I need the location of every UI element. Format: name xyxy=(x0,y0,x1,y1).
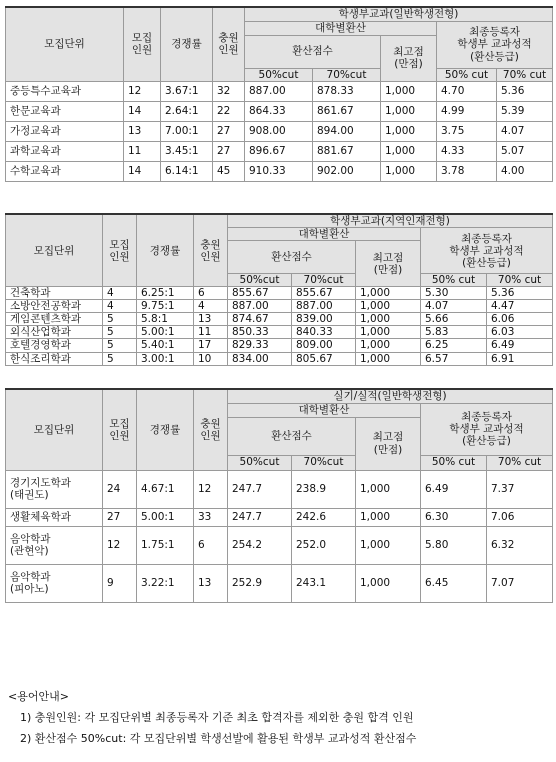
cell-score-50: 254.2 xyxy=(228,526,292,564)
col-filled-label: 충원 인원 xyxy=(218,32,239,57)
table-row xyxy=(6,313,553,326)
max-score-label: 최고점 (만점) xyxy=(393,45,424,71)
cell-score-70: 840.33 xyxy=(292,326,356,339)
cut50: 50%cut xyxy=(245,68,313,81)
cell-max: 1,000 xyxy=(356,564,421,602)
conv-group: 대학별환산 xyxy=(228,403,421,417)
cell-max: 1,000 xyxy=(381,101,437,121)
section-title: 실기/실적(일반학생전형) xyxy=(228,389,553,403)
col-quota-label: 모집 인원 xyxy=(109,238,130,263)
final-group-label: 최종등록자 학생부 교과성적 (환산등급) xyxy=(449,232,524,269)
cell-score-70: 902.00 xyxy=(313,161,381,181)
cell-filled: 13 xyxy=(194,313,228,326)
cell-competition: 5.00:1 xyxy=(137,326,194,339)
cell-grade-50: 5.30 xyxy=(421,287,487,300)
cell-unit: 과학교육과 xyxy=(6,141,124,161)
grade70: 70% cut xyxy=(487,455,553,470)
cell-score-50: 850.33 xyxy=(228,326,292,339)
table-1-header xyxy=(6,7,553,81)
cell-grade-50: 4.70 xyxy=(437,81,497,101)
cell-score-50: 896.67 xyxy=(245,141,313,161)
cell-unit: 생활체육학과 xyxy=(6,508,103,526)
cell-score-50: 252.9 xyxy=(228,564,292,602)
cell-unit: 건축학과 xyxy=(6,287,103,300)
cell-quota: 5 xyxy=(103,339,137,352)
cell-grade-70: 6.03 xyxy=(487,326,553,339)
table-2-body xyxy=(6,287,553,365)
cell-grade-50: 5.80 xyxy=(421,526,487,564)
cell-score-70: 839.00 xyxy=(292,313,356,326)
cell-max: 1,000 xyxy=(356,470,421,508)
cell-filled: 10 xyxy=(194,352,228,365)
cell-competition: 9.75:1 xyxy=(137,300,194,313)
section-title: 학생부교과(일반학생전형) xyxy=(245,7,553,21)
cut70: 70%cut xyxy=(292,455,356,470)
cell-competition: 3.00:1 xyxy=(137,352,194,365)
max-score xyxy=(356,241,421,287)
table-row xyxy=(6,508,553,526)
col-filled-label: 충원 인원 xyxy=(200,238,221,263)
cell-unit: 게임콘텐츠학과 xyxy=(6,313,103,326)
cell-grade-50: 4.33 xyxy=(437,141,497,161)
cut50: 50%cut xyxy=(228,274,292,287)
col-quota xyxy=(124,7,161,81)
col-competition: 경쟁률 xyxy=(161,7,213,81)
cut50: 50%cut xyxy=(228,455,292,470)
cell-filled: 22 xyxy=(213,101,245,121)
cell-competition: 5.00:1 xyxy=(137,508,194,526)
cell-filled: 33 xyxy=(194,508,228,526)
grade70: 70% cut xyxy=(497,68,553,81)
cell-score-50: 887.00 xyxy=(228,300,292,313)
conv-score: 환산점수 xyxy=(228,241,356,274)
cell-quota: 5 xyxy=(103,352,137,365)
cell-quota: 9 xyxy=(103,564,137,602)
cell-max: 1,000 xyxy=(381,121,437,141)
cell-grade-70: 6.32 xyxy=(487,526,553,564)
note-item: 1) 충원인원: 각 모집단위별 최종등록자 기준 최초 합격자를 제외한 충원 합격 인원 xyxy=(20,711,414,724)
cell-competition: 6.14:1 xyxy=(161,161,213,181)
cell-max: 1,000 xyxy=(381,81,437,101)
final-group xyxy=(421,403,553,455)
cell-max: 1,000 xyxy=(381,161,437,181)
table-row xyxy=(6,141,553,161)
cell-grade-50: 5.83 xyxy=(421,326,487,339)
cell-score-50: 247.7 xyxy=(228,470,292,508)
cell-max: 1,000 xyxy=(356,287,421,300)
cell-competition: 3.45:1 xyxy=(161,141,213,161)
cell-grade-70: 5.36 xyxy=(487,287,553,300)
cell-score-70: 252.0 xyxy=(292,526,356,564)
cell-filled: 6 xyxy=(194,287,228,300)
cell-max: 1,000 xyxy=(381,141,437,161)
cell-quota: 5 xyxy=(103,313,137,326)
cell-grade-70: 6.06 xyxy=(487,313,553,326)
terminology-notes xyxy=(8,686,416,749)
cell-filled: 45 xyxy=(213,161,245,181)
col-filled xyxy=(194,389,228,470)
col-quota-label: 모집 인원 xyxy=(131,32,153,57)
cut70: 70%cut xyxy=(313,68,381,81)
cell-unit: 음악학과 (피아노) xyxy=(6,564,103,602)
cell-grade-70: 7.37 xyxy=(487,470,553,508)
cell-grade-50: 6.30 xyxy=(421,508,487,526)
max-score xyxy=(356,417,421,470)
cell-score-50: 829.33 xyxy=(228,339,292,352)
cell-competition: 7.00:1 xyxy=(161,121,213,141)
cell-grade-50: 3.78 xyxy=(437,161,497,181)
cell-score-70: 894.00 xyxy=(313,121,381,141)
cell-filled: 17 xyxy=(194,339,228,352)
table-row xyxy=(6,352,553,365)
cell-max: 1,000 xyxy=(356,508,421,526)
table-row xyxy=(6,526,553,564)
cell-score-50: 247.7 xyxy=(228,508,292,526)
cell-competition: 6.25:1 xyxy=(137,287,194,300)
col-quota-label: 모집 인원 xyxy=(109,417,130,442)
cell-unit: 수학교육과 xyxy=(6,161,124,181)
final-group xyxy=(421,228,553,274)
cell-score-50: 887.00 xyxy=(245,81,313,101)
cell-grade-50: 6.57 xyxy=(421,352,487,365)
table-3-body xyxy=(6,470,553,602)
cell-grade-70: 6.91 xyxy=(487,352,553,365)
cell-filled: 27 xyxy=(213,141,245,161)
conv-group: 대학별환산 xyxy=(245,21,437,35)
table-row xyxy=(6,564,553,602)
table-row xyxy=(6,287,553,300)
cell-quota: 4 xyxy=(103,300,137,313)
cell-unit: 가정교육과 xyxy=(6,121,124,141)
cell-max: 1,000 xyxy=(356,526,421,564)
cell-grade-70: 4.00 xyxy=(497,161,553,181)
table-row xyxy=(6,339,553,352)
cell-score-50: 834.00 xyxy=(228,352,292,365)
cell-competition: 2.64:1 xyxy=(161,101,213,121)
cell-grade-70: 7.06 xyxy=(487,508,553,526)
cell-quota: 27 xyxy=(103,508,137,526)
cell-competition: 1.75:1 xyxy=(137,526,194,564)
cell-filled: 11 xyxy=(194,326,228,339)
cell-score-70: 878.33 xyxy=(313,81,381,101)
cell-grade-50: 4.07 xyxy=(421,300,487,313)
col-unit: 모집단위 xyxy=(6,7,124,81)
cell-filled: 32 xyxy=(213,81,245,101)
cell-quota: 12 xyxy=(124,81,161,101)
cell-quota: 24 xyxy=(103,470,137,508)
table-row xyxy=(6,300,553,313)
max-score-label: 최고점 (만점) xyxy=(372,431,404,456)
max-score xyxy=(381,35,437,81)
cell-score-50: 910.33 xyxy=(245,161,313,181)
cell-grade-50: 4.99 xyxy=(437,101,497,121)
col-unit: 모집단위 xyxy=(6,214,103,287)
cell-unit: 한식조리학과 xyxy=(6,352,103,365)
cell-grade-70: 6.49 xyxy=(487,339,553,352)
cell-score-70: 881.67 xyxy=(313,141,381,161)
conv-score: 환산점수 xyxy=(228,417,356,455)
cell-filled: 6 xyxy=(194,526,228,564)
cell-unit: 호텔경영학과 xyxy=(6,339,103,352)
cell-grade-70: 5.07 xyxy=(497,141,553,161)
cell-grade-70: 7.07 xyxy=(487,564,553,602)
cell-competition: 5.40:1 xyxy=(137,339,194,352)
grade70: 70% cut xyxy=(487,274,553,287)
grade50: 50% cut xyxy=(421,274,487,287)
table-row xyxy=(6,121,553,141)
cell-quota: 14 xyxy=(124,101,161,121)
cell-score-70: 243.1 xyxy=(292,564,356,602)
col-filled xyxy=(213,7,245,81)
admission-table-3 xyxy=(5,388,553,603)
cell-competition: 4.67:1 xyxy=(137,470,194,508)
cell-score-50: 864.33 xyxy=(245,101,313,121)
cell-grade-70: 5.36 xyxy=(497,81,553,101)
cell-filled: 12 xyxy=(194,470,228,508)
cell-grade-50: 6.49 xyxy=(421,470,487,508)
cell-quota: 4 xyxy=(103,287,137,300)
cell-score-70: 861.67 xyxy=(313,101,381,121)
table-row xyxy=(6,161,553,181)
notes-title: <용어안내> xyxy=(8,690,69,703)
col-filled xyxy=(194,214,228,287)
cell-grade-50: 5.66 xyxy=(421,313,487,326)
col-competition: 경쟁률 xyxy=(137,214,194,287)
cell-grade-70: 4.07 xyxy=(497,121,553,141)
cell-score-50: 874.67 xyxy=(228,313,292,326)
cell-unit: 외식산업학과 xyxy=(6,326,103,339)
cell-max: 1,000 xyxy=(356,352,421,365)
col-quota xyxy=(103,389,137,470)
final-group xyxy=(437,21,553,68)
cell-max: 1,000 xyxy=(356,339,421,352)
final-group-label: 최종등록자 학생부 교과성적 (환산등급) xyxy=(449,410,524,448)
cell-grade-50: 6.25 xyxy=(421,339,487,352)
cell-score-50: 908.00 xyxy=(245,121,313,141)
cell-competition: 3.22:1 xyxy=(137,564,194,602)
cell-filled: 13 xyxy=(194,564,228,602)
note-item: 2) 환산점수 50%cut: 각 모집단위별 학생선발에 활용된 학생부 교과성적 환산점수 xyxy=(20,732,417,745)
max-score-label: 최고점 (만점) xyxy=(372,251,404,276)
cell-grade-70: 4.47 xyxy=(487,300,553,313)
col-competition: 경쟁률 xyxy=(137,389,194,470)
table-3-header xyxy=(6,389,553,470)
cell-score-70: 855.67 xyxy=(292,287,356,300)
grade50: 50% cut xyxy=(421,455,487,470)
col-filled-label: 충원 인원 xyxy=(200,417,221,442)
cell-unit: 음악학과 (관현악) xyxy=(6,526,103,564)
table-row xyxy=(6,326,553,339)
table-1-body xyxy=(6,81,553,181)
cell-score-70: 887.00 xyxy=(292,300,356,313)
cell-grade-70: 5.39 xyxy=(497,101,553,121)
cell-unit: 한문교육과 xyxy=(6,101,124,121)
cell-score-70: 238.9 xyxy=(292,470,356,508)
conv-score: 환산점수 xyxy=(245,35,381,68)
cell-filled: 27 xyxy=(213,121,245,141)
cell-max: 1,000 xyxy=(356,300,421,313)
table-row xyxy=(6,101,553,121)
cell-competition: 3.67:1 xyxy=(161,81,213,101)
cell-max: 1,000 xyxy=(356,326,421,339)
cell-unit: 중등특수교육과 xyxy=(6,81,124,101)
admission-table-2 xyxy=(5,213,553,366)
cell-quota: 5 xyxy=(103,326,137,339)
conv-group: 대학별환산 xyxy=(228,228,421,241)
cell-max: 1,000 xyxy=(356,313,421,326)
cell-grade-50: 3.75 xyxy=(437,121,497,141)
cell-filled: 4 xyxy=(194,300,228,313)
cell-score-50: 855.67 xyxy=(228,287,292,300)
admission-table-1 xyxy=(5,6,553,182)
cell-score-70: 809.00 xyxy=(292,339,356,352)
cut70: 70%cut xyxy=(292,274,356,287)
table-row xyxy=(6,81,553,101)
table-row xyxy=(6,470,553,508)
col-unit: 모집단위 xyxy=(6,389,103,470)
col-quota xyxy=(103,214,137,287)
cell-quota: 14 xyxy=(124,161,161,181)
cell-score-70: 242.6 xyxy=(292,508,356,526)
section-title: 학생부교과(지역인재전형) xyxy=(228,214,553,228)
table-2-header xyxy=(6,214,553,287)
cell-unit: 경기지도학과 (태권도) xyxy=(6,470,103,508)
cell-quota: 12 xyxy=(103,526,137,564)
cell-score-70: 805.67 xyxy=(292,352,356,365)
grade50: 50% cut xyxy=(437,68,497,81)
cell-competition: 5.8:1 xyxy=(137,313,194,326)
cell-unit: 소방안전공학과 xyxy=(6,300,103,313)
final-group-label: 최종등록자 학생부 교과성적 (환산등급) xyxy=(457,26,532,63)
cell-quota: 13 xyxy=(124,121,161,141)
cell-grade-50: 6.45 xyxy=(421,564,487,602)
cell-quota: 11 xyxy=(124,141,161,161)
